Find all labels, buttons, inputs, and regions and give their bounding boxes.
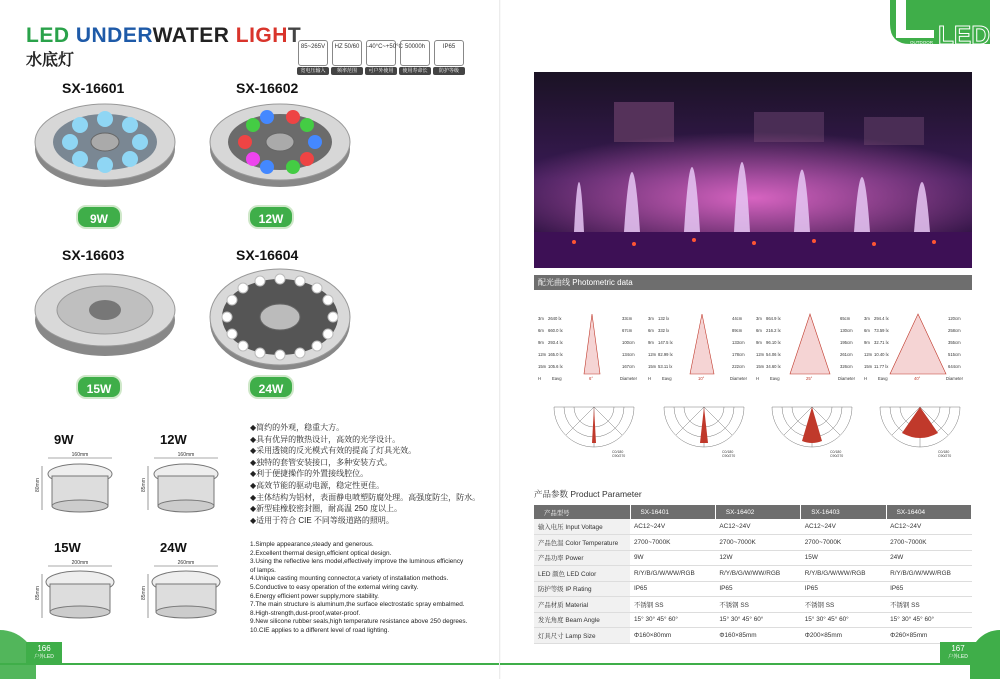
dim-label-2: 12W [160,432,187,447]
svg-text:C90/270: C90/270 [612,454,626,458]
svg-text:80mm: 80mm [35,478,41,492]
svg-text:C0/180: C0/180 [612,450,624,454]
param-title: 产品参数 Product Parameter [534,489,642,499]
param-header-row: 产品型号 SX-16401 SX-16402 SX-16403 SX-16404 [534,505,972,519]
watt-badge-4: 24W [248,375,294,399]
product-image-2 [205,97,355,192]
svg-text:OUTDOOR: OUTDOOR [910,40,933,45]
svg-text:6m: 6m [864,328,870,333]
svg-text:C90/270: C90/270 [938,454,952,458]
photometric-chart-3 [756,310,864,384]
svg-text:105.6 lx: 105.6 lx [548,364,563,369]
svg-text:89cm: 89cm [732,328,743,333]
polar-diagram-4 [866,403,974,459]
svg-text:10°: 10° [698,376,705,381]
svg-text:Diameter: Diameter [620,376,637,381]
svg-text:258cm: 258cm [948,328,961,333]
svg-text:9m: 9m [864,340,870,345]
svg-text:15m: 15m [756,364,765,369]
svg-text:644cm: 644cm [948,364,961,369]
product-model-3: SX-16603 [62,247,125,263]
svg-text:Eavg: Eavg [770,376,780,381]
svg-text:32.71 lx: 32.71 lx [874,340,889,345]
param-table [534,505,972,644]
svg-text:9m: 9m [756,340,762,345]
svg-text:C0/180: C0/180 [722,450,734,454]
product-image-3 [30,265,180,360]
dim-drawing-2 [140,452,224,522]
lifespan-icon: 50000h 使用寿命长 [400,40,430,66]
table-row: 防护等级 IP Rating IP65 IP65 IP65 IP65 [534,581,972,597]
svg-text:33cm: 33cm [622,316,633,321]
svg-text:178cm: 178cm [732,352,745,357]
svg-text:34.60 lx: 34.60 lx [766,364,781,369]
table-row: 灯具尺寸 Lamp Size Φ160×80mm Φ160×85mm Φ200×85mm Φ260×85mm [534,628,972,644]
svg-text:85mm: 85mm [141,478,147,492]
table-row: 产品色温 Color Temperature 2700~7000K 2700~7000K 2700~7000K 2700~7000K [534,535,972,551]
svg-text:40°: 40° [914,376,921,381]
footer-bar-right [500,663,1000,665]
svg-text:6°: 6° [589,376,594,381]
svg-text:Diameter: Diameter [946,376,963,381]
svg-text:9m: 9m [538,340,544,345]
svg-text:3m: 3m [864,316,870,321]
svg-text:222cm: 222cm [732,364,745,369]
svg-text:3m: 3m [538,316,544,321]
svg-text:54.06 lx: 54.06 lx [766,352,781,357]
svg-text:200mm: 200mm [71,560,89,566]
svg-text:326cm: 326cm [840,364,853,369]
svg-text:133cm: 133cm [732,340,745,345]
svg-text:25°: 25° [806,376,813,381]
page-title: LED UNDERWATER LIGHT [26,24,302,47]
polar-diagram-1 [540,403,648,459]
svg-text:H: H [538,376,542,381]
dim-drawing-3 [34,560,118,630]
voltage-icon: 85~265V 宽电压输入 [298,40,328,66]
photometric-chart-1 [538,310,646,384]
product-image-1 [30,97,180,192]
watt-badge-2: 12W [248,205,294,229]
svg-text:Eavg: Eavg [552,376,562,381]
svg-text:864.9 lx: 864.9 lx [766,316,781,321]
svg-text:12m: 12m [864,352,873,357]
product-model-2: SX-16602 [236,80,299,96]
svg-text:6m: 6m [538,328,544,333]
svg-text:15m: 15m [538,364,547,369]
svg-text:11.77 lx: 11.77 lx [874,364,889,369]
svg-text:160mm: 160mm [177,452,195,458]
svg-text:160mm: 160mm [71,452,89,458]
table-row: 输入电压 Input Voltage AC12~24V AC12~24V AC12~24V AC12~24V [534,519,972,535]
svg-text:67cm: 67cm [622,328,633,333]
svg-text:Diameter: Diameter [730,376,747,381]
svg-text:130cm: 130cm [840,328,853,333]
svg-text:Diameter: Diameter [838,376,855,381]
frequency-icon: HZ 50/60 频率范围 [332,40,362,66]
svg-text:85mm: 85mm [141,586,147,600]
watt-badge-3: 15W [76,375,122,399]
svg-text:C0/180: C0/180 [830,450,842,454]
svg-text:6m: 6m [648,328,654,333]
svg-text:65cm: 65cm [840,316,851,321]
page-gutter [499,0,501,679]
temperature-icon: -40°C~+50°C 可户外使用 [366,40,396,66]
svg-text:82.99 lx: 82.99 lx [658,352,673,357]
page-number-right: 167 户外LED [940,642,976,664]
photometric-chart-4 [864,310,972,384]
fountain-photo [534,72,972,268]
svg-text:260mm: 260mm [177,560,195,566]
svg-text:147.5 lx: 147.5 lx [658,340,673,345]
svg-text:12m: 12m [538,352,547,357]
dim-drawing-1 [34,452,118,522]
svg-text:C90/270: C90/270 [830,454,844,458]
svg-text:120cm: 120cm [948,316,961,321]
svg-text:C90/270: C90/270 [722,454,736,458]
table-row: 产品功率 Power 9W 12W 15W 24W [534,550,972,566]
svg-text:3m: 3m [648,316,654,321]
photometric-header: 配光曲线 Photometric data [534,275,972,290]
svg-text:15m: 15m [648,364,657,369]
svg-text:6m: 6m [756,328,762,333]
product-model-1: SX-16601 [62,80,125,96]
features-cn: ◆简约的外观，稳重大方。 ◆具有优异的散热设计，高效的光学设计。 ◆采用透镜的反光模式有效的提高了灯具光效。 ◆独特的套管安装接口，多种安装方式。 ◆利于便捷操作的外置接线腔位。 ◆高效节能的驱动电源，稳定性更佳。 ◆主体结构为铝材，表面静电喷塑防腐处理。高强度防尘，防水。 ◆新型硅橡胶密封圈，耐高温 250 度以上。 ◆适用于符合 CIE 不同等级道路的照明。 [250,423,481,525]
svg-text:134cm: 134cm [622,352,635,357]
led-logo [880,0,1000,55]
svg-text:15m: 15m [864,364,873,369]
svg-text:660.0 lx: 660.0 lx [548,328,563,333]
svg-text:53.11 lx: 53.11 lx [658,364,673,369]
svg-text:C0/180: C0/180 [938,450,950,454]
svg-text:85mm: 85mm [35,586,41,600]
svg-text:165.0 lx: 165.0 lx [548,352,563,357]
page-number-left: 166 户外LED [26,642,62,664]
photometric-chart-2 [648,310,756,384]
table-row: LED 颜色 LED Color R/Y/B/G/W/WW/RGB R/Y/B/G/W/WW/RGB R/Y/B/G/W/WW/RGB R/Y/B/G/W/WW/RGB [534,566,972,582]
features-en: 1.Simple appearance,steady and generous. 2.Excellent thermal design,efficient optical design. 3.Using the reflective lens model,effectively improve the luminous efficiency of lamps. 4.Unique casting mounting connector,a variety of installation methods. 5.Conductive to easy operation of the external wiring cavity. 6.Energy efficient power supply,more stability. 7.The main structure is aluminum,the surface electrostatic spray embalmed. 8.High-strength,dust-proof,water-proof. 9.New silicone rubber seals,high temperature resistance above 250 degrees. 10.CIE applies to a different level of road lighting. [250,541,468,634]
footer-bar-left [0,663,500,665]
svg-text:Eavg: Eavg [878,376,888,381]
svg-text:LED: LED [938,20,990,50]
svg-text:H: H [648,376,652,381]
svg-text:44cm: 44cm [732,316,743,321]
svg-text:515cm: 515cm [948,352,961,357]
watt-badge-1: 9W [76,205,122,229]
svg-text:195cm: 195cm [840,340,853,345]
svg-text:12m: 12m [756,352,765,357]
svg-text:216.2 lx: 216.2 lx [766,328,781,333]
svg-text:96.10 lx: 96.10 lx [766,340,781,345]
ip-rating-icon: IP65 防护等级 [434,40,464,66]
polar-diagram-3 [758,403,866,459]
svg-text:H: H [864,376,868,381]
table-row: 发光角度 Beam Angle 15° 30° 45° 60° 15° 30° 45° 60° 15° 30° 45° 60° 15° 30° 45° 60° [534,612,972,628]
svg-text:9m: 9m [648,340,654,345]
svg-text:294.4 lx: 294.4 lx [874,316,889,321]
product-model-4: SX-16604 [236,247,299,263]
svg-text:3m: 3m [756,316,762,321]
dim-label-1: 9W [54,432,74,447]
spec-icon-row [298,40,464,74]
page-subtitle: 水底灯 [26,52,75,69]
dim-label-3: 15W [54,540,81,555]
svg-text:261cm: 261cm [840,352,853,357]
product-image-4 [205,262,355,372]
svg-text:100cm: 100cm [622,340,635,345]
svg-text:73.59 lx: 73.59 lx [874,328,889,333]
svg-text:332 lx: 332 lx [658,328,670,333]
svg-text:12m: 12m [648,352,657,357]
svg-text:132 lx: 132 lx [658,316,670,321]
svg-text:167cm: 167cm [622,364,635,369]
svg-text:2640 lx: 2640 lx [548,316,562,321]
dim-label-4: 24W [160,540,187,555]
svg-text:10.40 lx: 10.40 lx [874,352,889,357]
polar-diagram-2 [650,403,758,459]
svg-text:355cm: 355cm [948,340,961,345]
svg-text:293.4 lx: 293.4 lx [548,340,563,345]
svg-text:Eavg: Eavg [662,376,672,381]
dim-drawing-4 [140,560,224,630]
table-row: 产品材质 Material 不锈钢 SS 不锈钢 SS 不锈钢 SS 不锈钢 SS [534,597,972,613]
svg-text:H: H [756,376,760,381]
